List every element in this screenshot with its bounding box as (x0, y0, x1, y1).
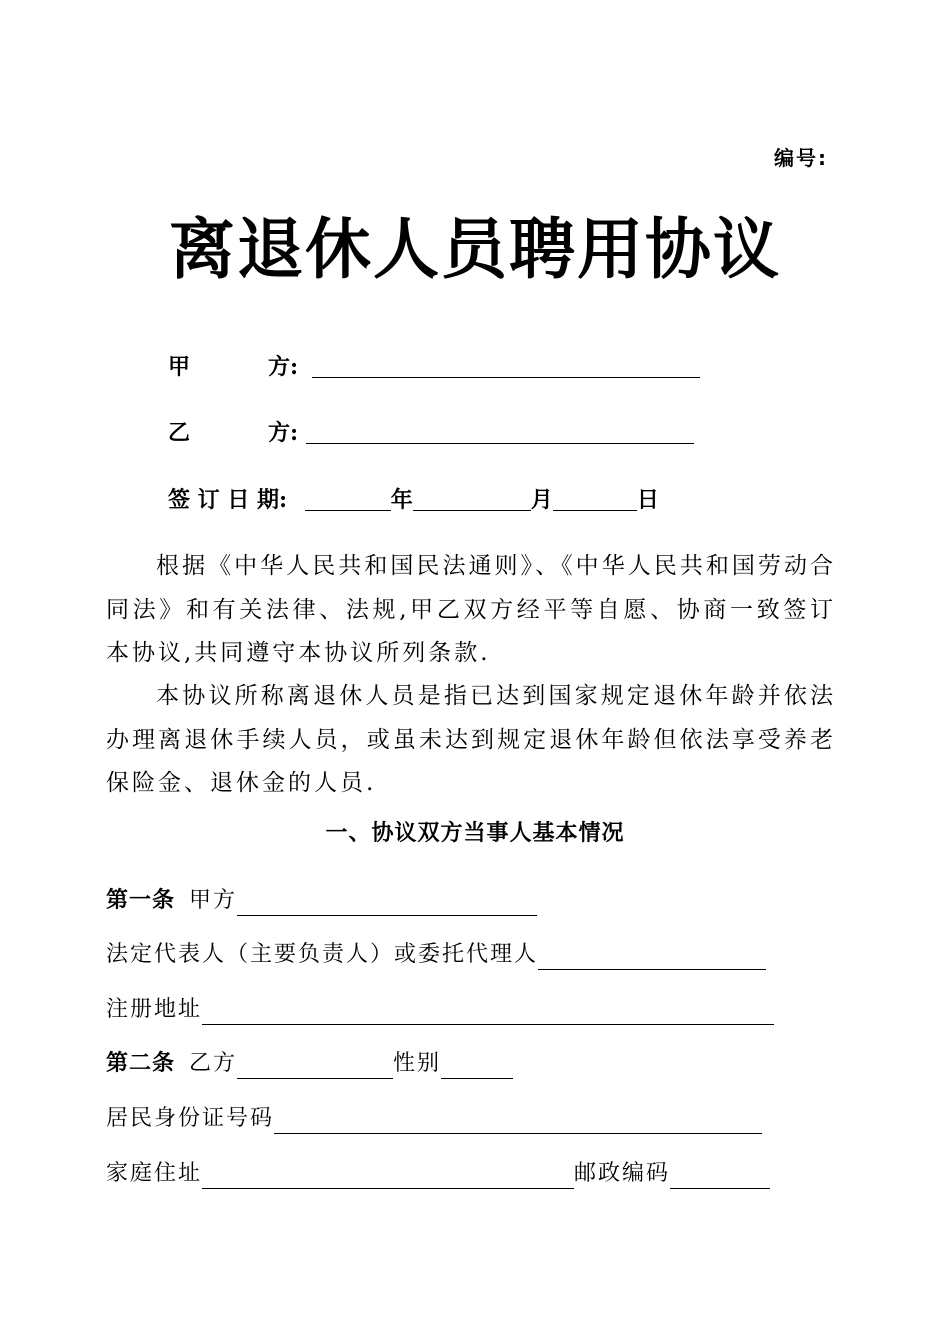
party-a-label-char1: 甲 (168, 354, 191, 380)
id-number-label: 居民身份证号码 (106, 1106, 275, 1131)
day-blank-line[interactable] (553, 488, 637, 511)
party-b-blank-line[interactable] (306, 421, 694, 444)
party-a-blank-line[interactable] (312, 355, 700, 378)
gender-blank[interactable] (441, 1052, 513, 1079)
party-a-row (168, 352, 700, 382)
postal-code-label: 邮政编码 (574, 1161, 671, 1186)
home-address-blank[interactable] (202, 1162, 574, 1189)
postal-code-blank[interactable] (670, 1162, 770, 1189)
party-b-label-char2: 方: (268, 420, 299, 446)
article-1-label: 第一条 (106, 888, 176, 913)
intro-paragraph-2 (106, 675, 836, 806)
document-number-label: 编号: (774, 146, 828, 170)
year-label: 年 (390, 487, 413, 513)
intro-paragraph-1-text: 根据《中华人民共和国民法通则》、《中华人民共和国劳动合同法》和有关法律、法规,甲乙双方经平等自愿、协商一致签订本协议,共同遵守本协议所列条款. (106, 553, 836, 666)
day-label: 日 (636, 487, 659, 513)
party-b-field-label: 乙方 (189, 1051, 238, 1076)
party-b-row (168, 418, 694, 448)
sign-date-label: 签 订 日 期: (168, 487, 288, 513)
home-address-label: 家庭住址 (106, 1161, 203, 1186)
id-number-blank[interactable] (274, 1107, 762, 1134)
article-2-label: 第二条 (106, 1051, 176, 1076)
party-a-field-blank[interactable] (237, 889, 537, 916)
id-number-row (106, 1102, 762, 1136)
section-1-heading: 一、协议双方当事人基本情况 (325, 821, 625, 846)
intro-paragraph-1 (106, 545, 836, 676)
party-b-label-char1: 乙 (168, 420, 191, 446)
reg-address-row (106, 993, 774, 1027)
home-address-row (106, 1157, 770, 1191)
party-b-field-blank[interactable] (237, 1052, 393, 1079)
legal-rep-blank[interactable] (538, 943, 766, 970)
document-title: 离退休人员聘用协议 (169, 211, 781, 288)
reg-address-blank[interactable] (202, 998, 774, 1025)
month-blank-line[interactable] (413, 488, 531, 511)
party-a-label-char2: 方: (268, 354, 299, 380)
article-1-row (106, 884, 537, 918)
legal-rep-row (106, 938, 766, 972)
reg-address-label: 注册地址 (106, 997, 203, 1022)
month-label: 月 (530, 487, 553, 513)
year-blank-line[interactable] (305, 488, 391, 511)
gender-label: 性别 (393, 1051, 442, 1076)
article-2-row (106, 1047, 513, 1081)
legal-rep-label: 法定代表人（主要负责人）或委托代理人 (106, 942, 539, 967)
party-a-field-label: 甲方 (189, 888, 238, 913)
sign-date-row (168, 485, 659, 515)
intro-paragraph-2-text: 本协议所称离退休人员是指已达到国家规定退休年龄并依法办理离退休手续人员，或虽未达到规定退休年龄但依法享受养老保险金、退休金的人员. (106, 683, 836, 796)
